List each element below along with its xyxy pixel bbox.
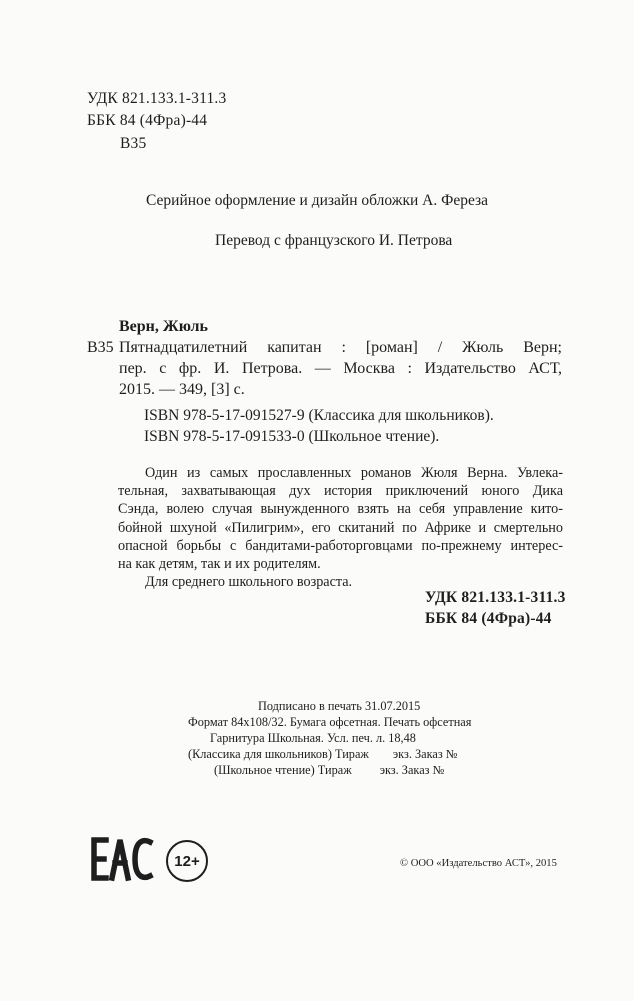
annotation-line: тельная, захватывающая дух история приключений юного Дика — [118, 483, 563, 500]
run-label: (Школьное чтение) Тираж — [214, 763, 352, 777]
translation-credit: Перевод с французского И. Петрова — [215, 232, 453, 249]
annotation — [118, 464, 563, 591]
run-order: экз. Заказ № — [392, 747, 458, 761]
age-recommendation: Для среднего школьного возраста. — [145, 574, 353, 591]
run-order: экз. Заказ № — [379, 763, 445, 777]
bib-line: пер. с фр. И. Петрова. — Москва : Издательство АСТ, — [119, 360, 562, 377]
imprint-signed: Подписано в печать 31.07.2015 — [258, 699, 421, 713]
eac-mark-icon — [89, 836, 155, 887]
eac-mark-graphic — [89, 836, 155, 882]
annotation-line: Один из самых прославленных романов Жюля Верна. Увлека- — [145, 465, 563, 481]
classification-udk: УДК 821.133.1-311.3 — [425, 589, 566, 606]
bib-description — [119, 337, 562, 400]
annotation-line: на как детям, так и их родителям. — [118, 556, 321, 573]
imprint-format: Формат 84x108/32. Бумага офсетная. Печать офсетная — [188, 715, 472, 729]
imprint-run-school — [214, 762, 444, 778]
isbn-line: ISBN 978-5-17-091527-9 (Классика для школьников). — [144, 407, 494, 424]
imprint-typeface: Гарнитура Школьная. Усл. печ. л. 18,48 — [210, 731, 416, 745]
imprint-run-classics — [188, 746, 458, 762]
header-bbk: ББК 84 (4Фра)-44 — [87, 112, 208, 129]
design-credit: Серийное оформление и дизайн обложки А. Фереза — [146, 192, 489, 209]
annotation-line: бойной шхуной «Пилигрим», его скитаний по Африке и смертельно — [118, 519, 563, 536]
age-rating-badge — [166, 840, 208, 882]
annotation-line: Сэнда, волею случая вынужденного взять на себя управление кито- — [118, 501, 563, 518]
run-label: (Классика для школьников) Тираж — [188, 747, 369, 761]
isbn-list — [144, 406, 494, 447]
copyright: © ООО «Издательство АСТ», 2015 — [400, 858, 557, 869]
isbn-line: ISBN 978-5-17-091533-0 (Школьное чтение). — [144, 427, 440, 445]
header-udk: УДК 821.133.1-311.3 — [87, 90, 227, 107]
header-author-code: В35 — [120, 135, 147, 152]
age-rating-text: 12+ — [174, 852, 200, 870]
classification-bbk: ББК 84 (4Фра)-44 — [425, 610, 552, 627]
bib-line: Пятнадцатилетний капитан : [роман] / Жюль Верн; — [119, 339, 562, 356]
annotation-line: опасной борьбы с бандитами-работорговцами по-прежнему интерес- — [118, 537, 563, 554]
bib-line: 2015. — 349, [3] с. — [119, 381, 245, 398]
bib-code: В35 — [87, 339, 114, 356]
bib-author: Верн, Жюль — [119, 318, 208, 335]
